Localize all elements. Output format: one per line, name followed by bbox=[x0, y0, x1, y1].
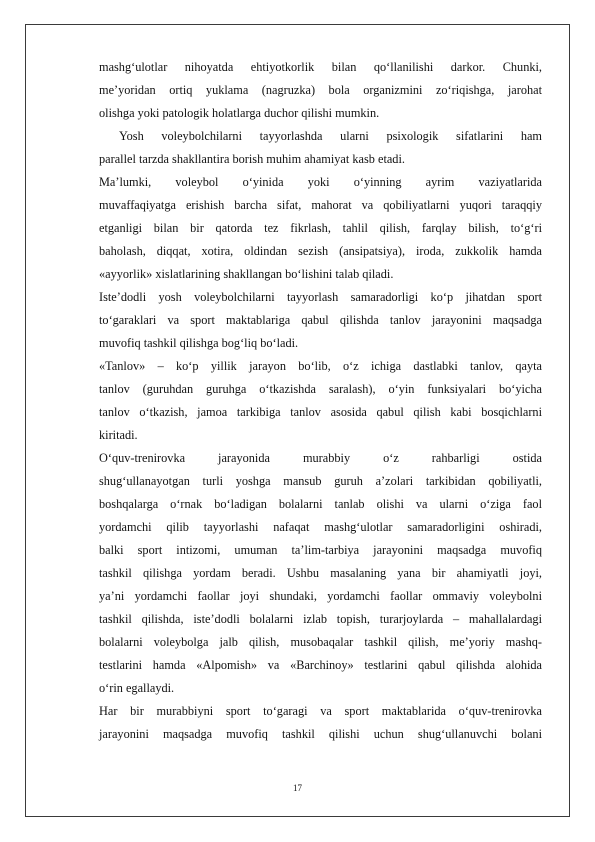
text-line: Har bir murabbiyni sport to‘garagi va sport maktablarida o‘quv-trenirovka bbox=[99, 704, 542, 718]
paragraph bbox=[99, 56, 542, 125]
text-line: O‘quv-trenirovka jarayonida murabbiy o‘z rahbarligi ostida bbox=[99, 451, 542, 465]
paragraph bbox=[99, 700, 542, 746]
text-line: to‘garaklari va sport maktablariga qabul qilishda tanlov jarayonini maqsadga bbox=[99, 313, 542, 327]
text-line: muvofiq tashkil qilishga bog‘liq bo‘ladi. bbox=[99, 336, 299, 350]
text-line: muvaffaqiyatga erishish barcha sifat, mahorat va qobiliyatlarni yuqori taraqqiy bbox=[99, 198, 542, 212]
paragraph bbox=[99, 125, 542, 171]
paragraph bbox=[99, 355, 542, 447]
text-line: etganligi bilan bir qatorda tez fikrlash, tahlil qilish, farqlay bilish, to‘g‘ri bbox=[99, 221, 542, 235]
text-line: tanlov (guruhdan guruhga o‘tkazishda saralash), o‘yin funksiyalari bo‘yicha bbox=[99, 382, 542, 396]
text-line: kiritadi. bbox=[99, 428, 138, 442]
text-line: Yosh voleybolchilarni tayyorlashda ularni psixologik sifatlarini ham bbox=[119, 129, 542, 143]
text-line: me’yoridan ortiq yuklama (nagruzka) bola organizmini zo‘riqishga, jarohat bbox=[99, 83, 542, 97]
text-line: olishga yoki patologik holatlarga duchor qilishi mumkin. bbox=[99, 106, 380, 120]
text-line: o‘rin egallaydi. bbox=[99, 681, 175, 695]
document-text-body bbox=[99, 56, 542, 746]
paragraph bbox=[99, 171, 542, 286]
text-line: balki sport intizomi, umuman ta’lim-tarbiya jarayonini maqsadga muvofiq bbox=[99, 543, 542, 557]
text-line: Ma’lumki, voleybol o‘yinida yoki o‘yinning ayrim vaziyatlarida bbox=[99, 175, 542, 189]
text-line: testlarini hamda «Alpomish» va «Barchinoy» testlarini qabul qilishda alohida bbox=[99, 658, 542, 672]
text-line: bolalarni voleybolga jalb qilish, musobaqalar tashkil qilish, me’yoriy mashq- bbox=[99, 635, 542, 649]
text-line: boshqalarga o‘rnak bo‘ladigan bolalarni tanlab olishi va ularni o‘ziga faol bbox=[99, 497, 542, 511]
text-line: baholash, diqqat, xotira, oldindan sezish (ansipatsiya), iroda, zukkolik hamda bbox=[99, 244, 542, 258]
text-line: tashkil qilishga yordam beradi. Ushbu masalaning yana bir ahamiyatli joyi, bbox=[99, 566, 542, 580]
text-line: tanlov o‘tkazish, jamoa tarkibiga tanlov asosida qabul qilish kabi bosqichlarni bbox=[99, 405, 542, 419]
text-line: shug‘ullanayotgan turli yoshga mansub guruh a’zolari tarkibidan qobiliyatli, bbox=[99, 474, 542, 488]
text-line: «Tanlov» – ko‘p yillik jarayon bo‘lib, o‘z ichiga dastlabki tanlov, qayta bbox=[99, 359, 542, 373]
page-number: 17 bbox=[293, 783, 302, 793]
paragraph bbox=[99, 447, 542, 700]
text-line: ya’ni yordamchi faollar joyi shundaki, yordamchi faollar ommaviy voleybolni bbox=[99, 589, 542, 603]
text-line: Iste’dodli yosh voleybolchilarni tayyorlash samaradorligi ko‘p jihatdan sport bbox=[99, 290, 542, 304]
paragraph bbox=[99, 286, 542, 355]
text-line: parallel tarzda shakllantira borish muhim ahamiyat kasb etadi. bbox=[99, 152, 405, 166]
text-line: mashg‘ulotlar nihoyatda ehtiyotkorlik bilan qo‘llanilishi darkor. Chunki, bbox=[99, 60, 542, 74]
text-line: «ayyorlik» xislatlarining shakllangan bo‘lishini talab qiladi. bbox=[99, 267, 394, 281]
text-line: tashkil qilishda, iste’dodli bolalarni izlab topish, turarjoylarda – mahallalardagi bbox=[99, 612, 542, 626]
text-line: yordamchi qilib tayyorlashi nafaqat mashg‘ulotlar samaradorligini oshiradi, bbox=[99, 520, 542, 534]
text-line: jarayonini maqsadga muvofiq tashkil qilishi uchun shug‘ullanuvchi bolani bbox=[99, 727, 542, 741]
